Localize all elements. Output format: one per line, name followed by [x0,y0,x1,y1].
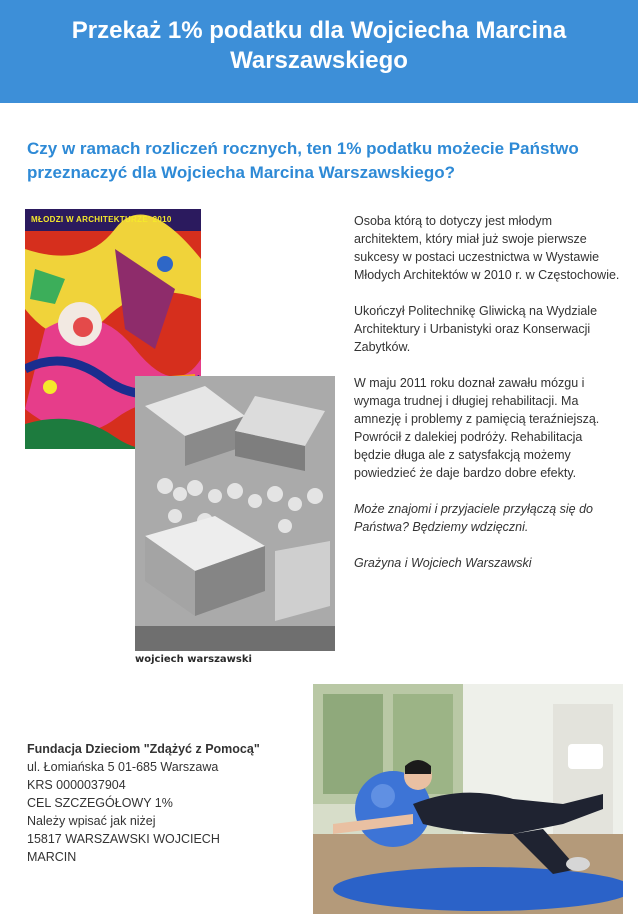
model-caption: wojciech warszawski [135,654,252,665]
rehabilitation-photo [313,684,623,914]
foundation-instruction: Należy wpisać jak niżej [27,814,156,828]
paragraph-health: W maju 2011 roku doznał zawału mózgu i wymaga trudnej i długiej rehabilitacji. Ma amnezję i problemy z pamięcią teraźniejszą. Powrócił z dalekiej podróży. Rehabilitacja będzie długa ale z satysfakcją możemy powiedzieć że daje bardzo dobre efekty. [354,376,600,480]
header-banner [0,0,638,103]
paragraph-education: Ukończył Politechnikę Gliwicką na Wydziale Architektury i Urbanistyki oraz Konserwacji Zabytków. [354,304,598,354]
paragraph-background: Osoba którą to dotyczy jest młodym architektem, który miał już swoje pierwsze sukcesy w postaci uczestnictwa w Wystawie Młodych Architektów w 2010 r. w Częstochowie. [354,214,620,282]
foundation-name: Fundacja Dzieciom "Zdążyć z Pomocą" [27,742,260,756]
page-title: Przekaż 1% podatku dla Wojciecha Marcina Warszawskiego [71,17,567,74]
foundation-address: ul. Łomiańska 5 01-685 Warszawa [27,760,219,774]
poster-title: MŁODZI W ARCHITEKTURZE' 2010 [31,215,172,224]
description-text [354,212,622,590]
foundation-code-line1: 15817 WARSZAWSKI WOJCIECH [27,832,220,846]
architecture-model-image [135,376,335,669]
rehabilitation-scene [313,684,623,914]
foundation-code-line2: MARCIN [27,850,77,864]
model-photo [135,376,335,651]
architecture-images [25,209,335,669]
signature: Grażyna i Wojciech Warszawski [354,556,532,570]
closing-appeal: Może znajomi i przyjaciele przyłączą się do Państwa? Będziemy wdzięczni. [354,502,593,534]
foundation-info [27,740,297,866]
intro-question: Czy w ramach rozliczeń rocznych, ten 1% podatku możecie Państwo przeznaczyć dla Wojciecha Marcina Warszawskiego? [27,139,579,182]
foundation-krs: KRS 0000037904 [27,778,126,792]
foundation-goal: CEL SZCZEGÓŁOWY 1% [27,796,173,810]
